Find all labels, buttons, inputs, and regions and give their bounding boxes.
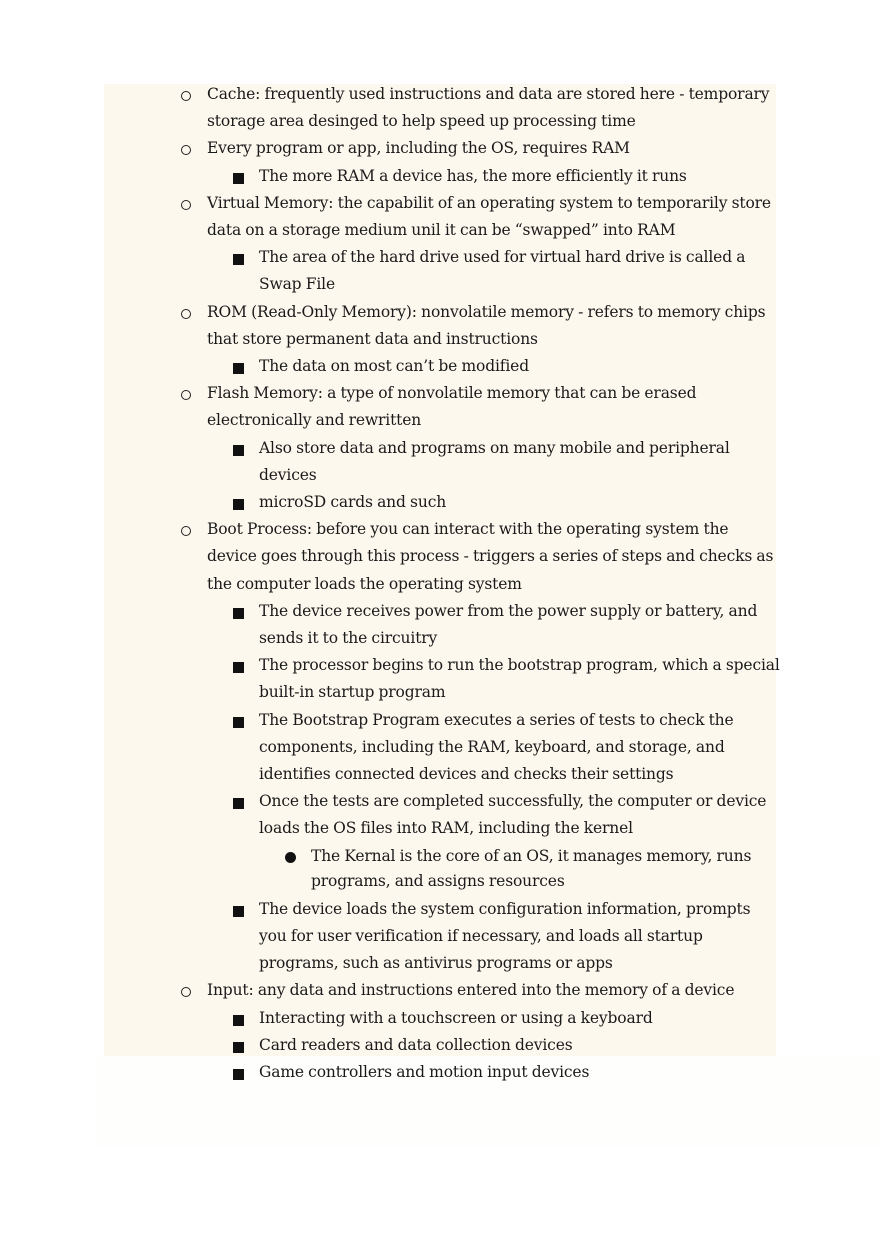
item-text: ROM (Read-Only Memory): nonvolatile memory - refers to memory chips that store permanent data and instructions bbox=[207, 302, 766, 348]
square-bullet-icon bbox=[233, 363, 244, 374]
item-text: Virtual Memory: the capabilit of an operating system to temporarily store data on a storage medium unil it can be “swapped” into RAM bbox=[207, 193, 771, 240]
hollow-circle-bullet-icon bbox=[181, 145, 191, 155]
item-text: The processor begins to run the bootstrap program, which a special built-in startup program bbox=[259, 656, 780, 702]
item-text: Input: any data and instructions entered into the memory of a device bbox=[207, 981, 735, 1000]
outline-item bbox=[180, 977, 780, 1004]
item-text: The area of the hard drive used for virtual hard drive is called a Swap File bbox=[259, 248, 746, 294]
square-bullet-icon bbox=[233, 1042, 244, 1053]
outline-item bbox=[180, 299, 780, 353]
outline-item bbox=[180, 788, 780, 842]
item-text: Card readers and data collection devices bbox=[259, 1035, 573, 1054]
outline-item bbox=[180, 380, 780, 434]
item-text: The data on most can’t be modified bbox=[259, 357, 529, 376]
square-bullet-icon bbox=[233, 445, 244, 456]
item-text: Flash Memory: a type of nonvolatile memory that can be erased electronically and rewritten bbox=[207, 384, 697, 430]
outline-item bbox=[180, 244, 780, 298]
outline-item bbox=[180, 1032, 780, 1059]
item-text: Boot Process: before you can interact with the operating system the device goes through this process - triggers a series of steps and checks as the computer loads the operating system bbox=[207, 520, 774, 593]
square-bullet-icon bbox=[233, 173, 244, 184]
item-text: Game controllers and motion input devices bbox=[259, 1062, 590, 1081]
outline-item bbox=[180, 844, 780, 895]
square-bullet-icon bbox=[233, 1069, 244, 1080]
outline-item bbox=[180, 1059, 780, 1086]
item-text: The Kernal is the core of an OS, it manages memory, runs programs, and assigns resources bbox=[311, 846, 752, 891]
hollow-circle-bullet-icon bbox=[181, 390, 191, 400]
item-text: Every program or app, including the OS, requires RAM bbox=[207, 139, 630, 158]
item-text: Once the tests are completed successfully, the computer or device loads the OS files into RAM, including the kernel bbox=[259, 792, 767, 838]
outline-item bbox=[180, 353, 780, 380]
outline-item bbox=[180, 516, 780, 598]
outline-item bbox=[180, 896, 780, 978]
item-text: The device loads the system configuration information, prompts you for user verification if necessary, and loads all startup programs, such as antivirus programs or apps bbox=[259, 899, 751, 973]
item-text: The device receives power from the power supply or battery, and sends it to the circuitry bbox=[259, 601, 758, 648]
hollow-circle-bullet-icon bbox=[181, 526, 191, 536]
square-bullet-icon bbox=[233, 608, 244, 619]
hollow-circle-bullet-icon bbox=[181, 309, 191, 319]
outline-item bbox=[180, 1005, 780, 1032]
square-bullet-icon bbox=[233, 906, 244, 917]
outline-item bbox=[180, 163, 780, 190]
square-bullet-icon bbox=[233, 1015, 244, 1026]
hollow-circle-bullet-icon bbox=[181, 987, 191, 997]
square-bullet-icon bbox=[233, 499, 244, 510]
notes-outline bbox=[180, 81, 780, 1086]
square-bullet-icon bbox=[233, 662, 244, 673]
square-bullet-icon bbox=[233, 717, 244, 728]
item-text: The more RAM a device has, the more efficiently it runs bbox=[259, 166, 687, 185]
outline-item bbox=[180, 81, 780, 135]
filled-circle-bullet-icon bbox=[285, 852, 296, 863]
outline-item bbox=[180, 652, 780, 706]
outline-item bbox=[180, 598, 780, 652]
item-text: The Bootstrap Program executes a series of tests to check the components, including the RAM, keyboard, and storage, and identifies connected devices and checks their settings bbox=[259, 710, 734, 784]
hollow-circle-bullet-icon bbox=[181, 91, 191, 101]
item-text: Cache: frequently used instructions and data are stored here - temporary storage area desinged to help speed up processing time bbox=[207, 85, 770, 131]
item-text: microSD cards and such bbox=[259, 493, 447, 512]
outline-item bbox=[180, 435, 780, 489]
square-bullet-icon bbox=[233, 254, 244, 265]
outline-item bbox=[180, 135, 780, 162]
hollow-circle-bullet-icon bbox=[181, 200, 191, 210]
outline-item bbox=[180, 707, 780, 789]
outline-item bbox=[180, 190, 780, 244]
outline-item bbox=[180, 489, 780, 516]
square-bullet-icon bbox=[233, 798, 244, 809]
item-text: Also store data and programs on many mobile and peripheral devices bbox=[259, 438, 730, 484]
item-text: Interacting with a touchscreen or using a keyboard bbox=[259, 1008, 653, 1027]
